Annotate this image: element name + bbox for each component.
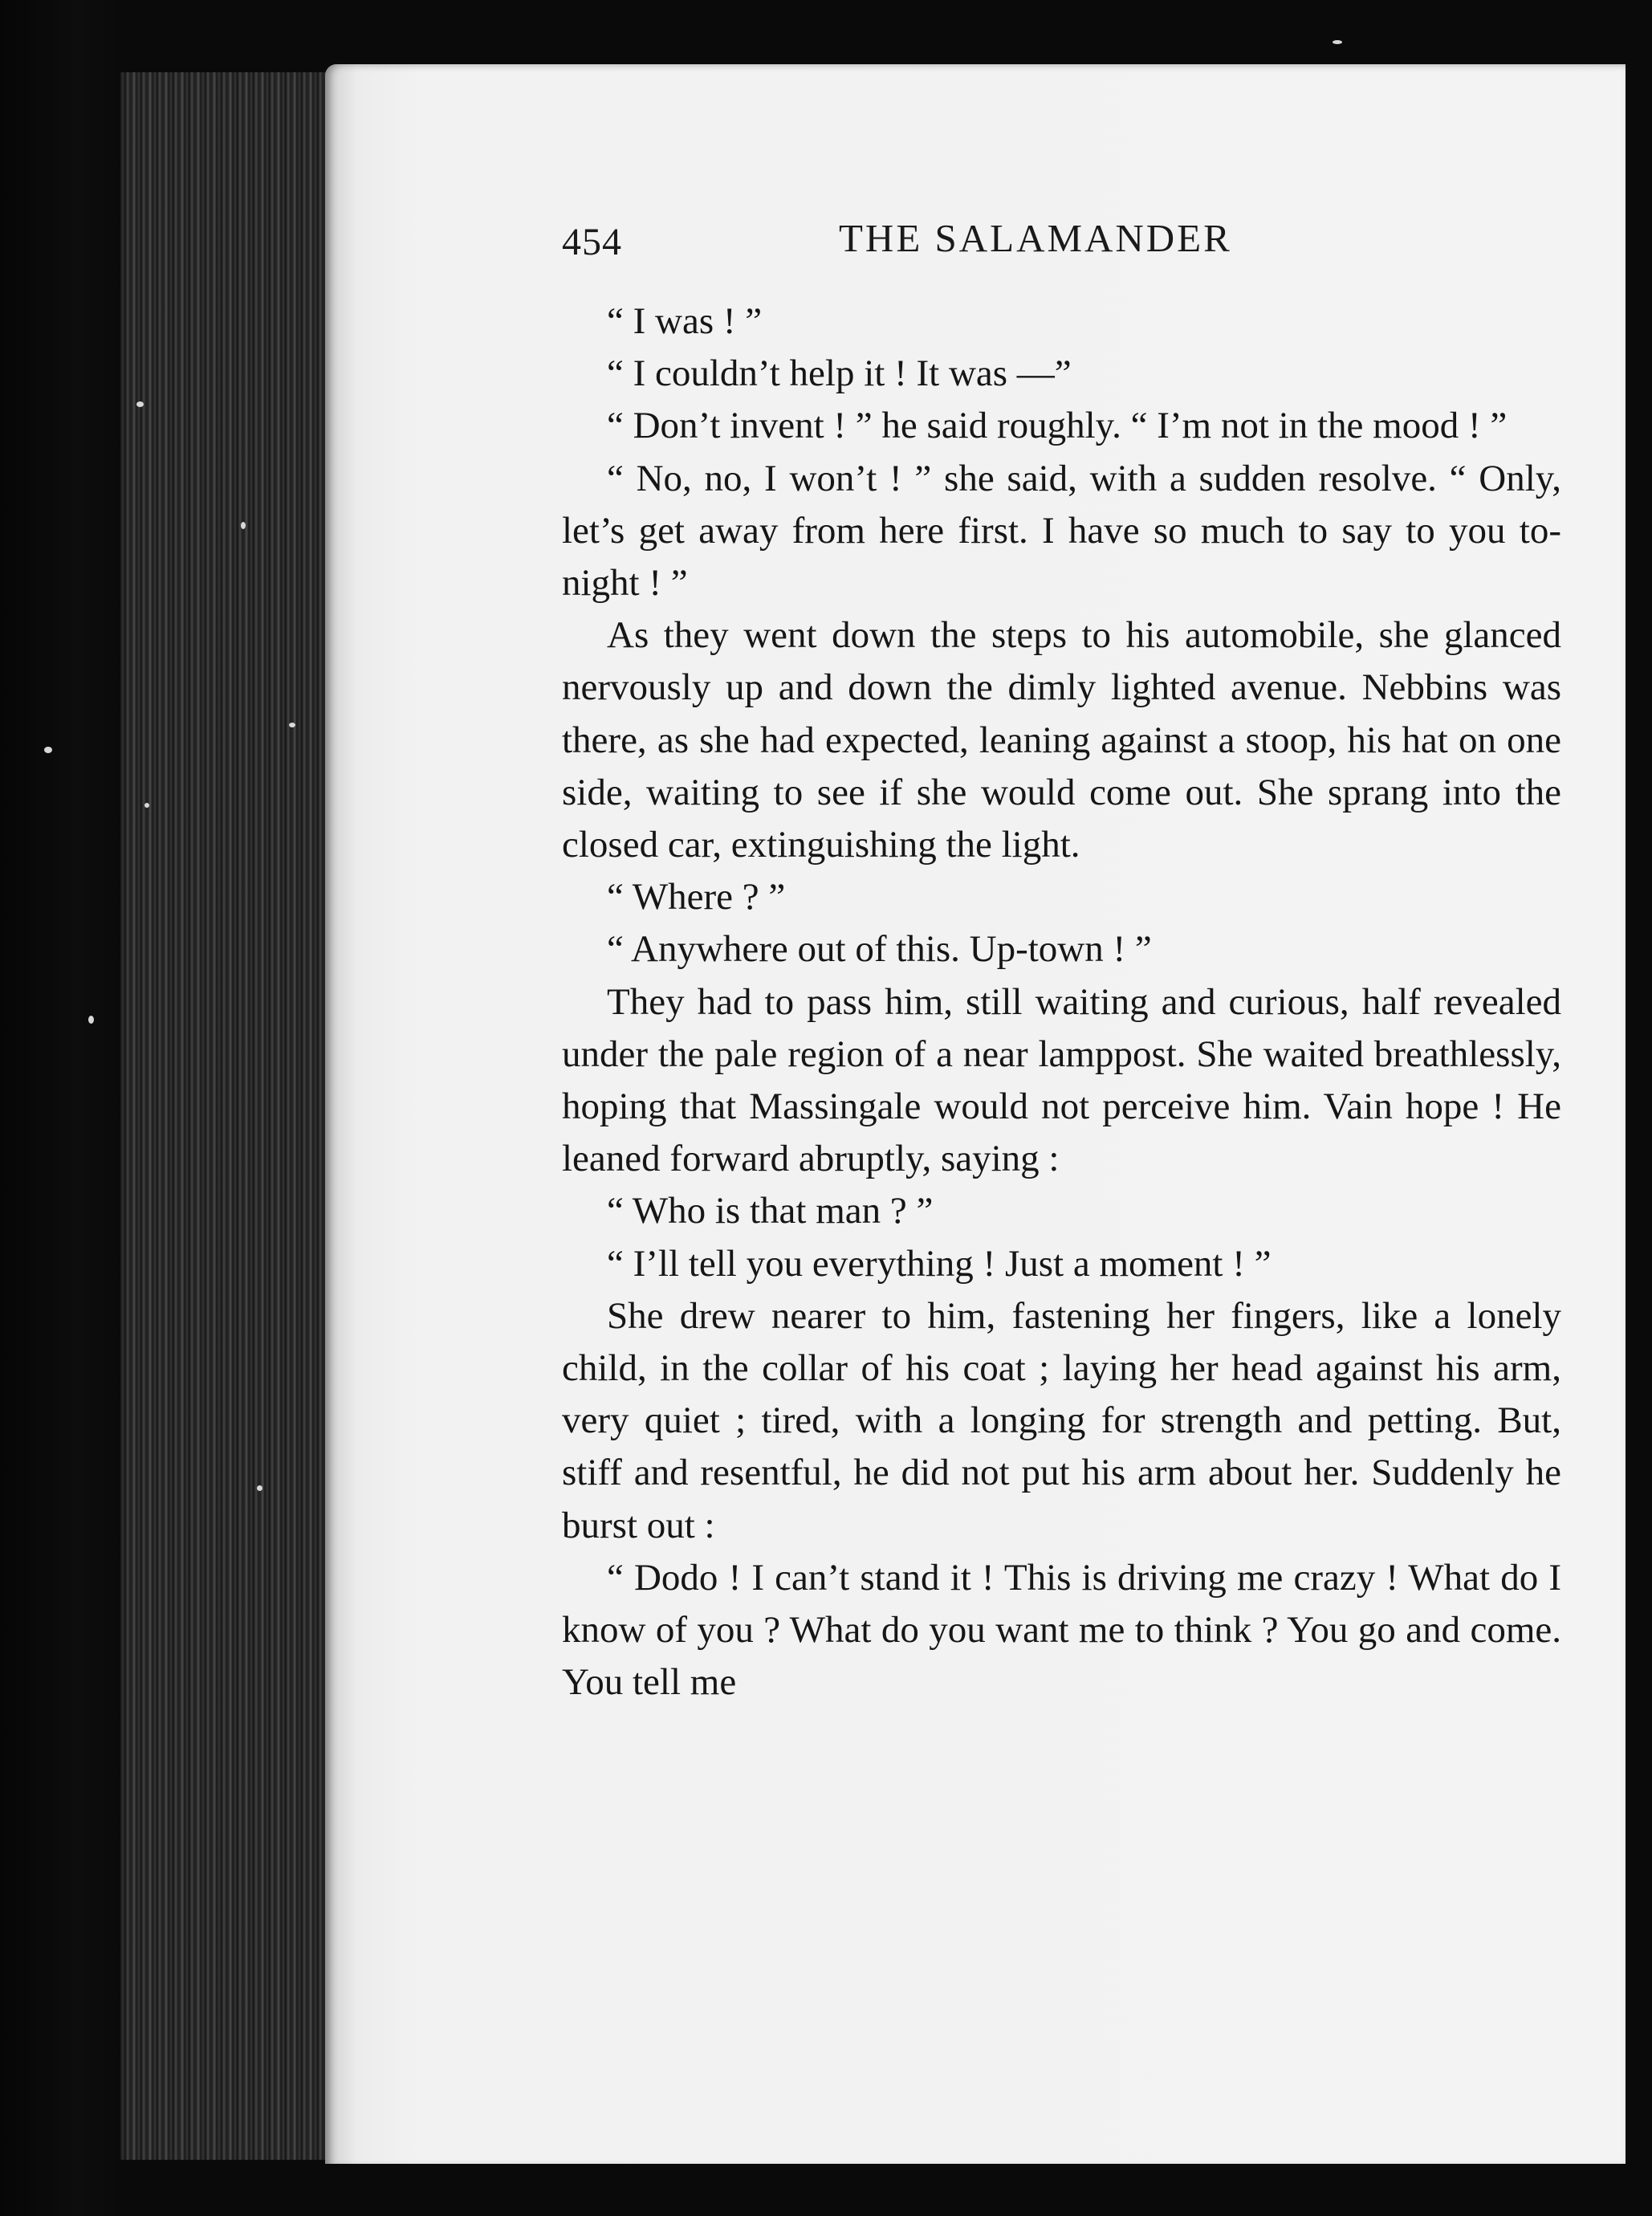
paragraph: “ Where ? ” [607,876,786,919]
dust-speck [136,401,144,407]
book-fore-edge [120,72,349,2160]
paragraph: “ Anywhere out of this. Up-town ! ” [607,928,1152,971]
running-head: THE SALAMANDER [839,216,1232,260]
page-header [562,215,1561,271]
page-number: 454 [562,221,622,263]
paragraph: She drew nearer to him, fastening her fingers, like a lonely child, in the collar of his coat ; laying her head against his arm, very quiet ; tired, with a longing for strength and petting. But, stiff and resentful, he did not put his arm about her. Suddenly he burst out : [562,1294,1561,1546]
paragraph: “ I couldn’t help it ! It was —” [607,352,1072,395]
paragraph: “ Dodo ! I can’t stand it ! This is driving me crazy ! What do I know of you ? What do you want me to think ? You go and come. You tell me [562,1556,1561,1704]
paragraph: “ Who is that man ? ” [607,1190,934,1232]
dust-speck [44,747,52,753]
dust-speck [88,1016,94,1024]
dust-speck [257,1485,262,1491]
paragraph: “ Don’t invent ! ” he said roughly. “ I’m not in the mood ! ” [607,405,1508,447]
page-bottom-edge [325,2164,1626,2216]
dust-speck [289,723,295,727]
paragraph: They had to pass him, still waiting and curious, half revealed under the pale region of a near lamppost. She waited breathlessly, hoping that Massingale would not perceive him. Vain hope ! He leaned forward abruptly, saying : [562,980,1561,1180]
scan-background-edge [0,0,128,2216]
paragraph: As they went down the steps to his automobile, she glanced nervously up and down the dimly lighted avenue. Nebbins was there, as she had expected, leaning against a stoop, his hat on one side, waiting to see if she would come out. She sprang into the closed car, extinguishing the light. [562,614,1561,866]
paragraph: “ No, no, I won’t ! ” she said, with a sudden resolve. “ Only, let’s get away from here first. I have so much to say to you to-night ! ” [562,457,1561,605]
dust-speck [144,803,149,808]
paragraph: “ I’ll tell you everything ! Just a moment ! ” [607,1242,1272,1285]
body-text [562,295,1561,1709]
dust-speck [241,522,246,529]
paragraph: “ I was ! ” [607,300,763,342]
dust-speck [1333,40,1342,44]
